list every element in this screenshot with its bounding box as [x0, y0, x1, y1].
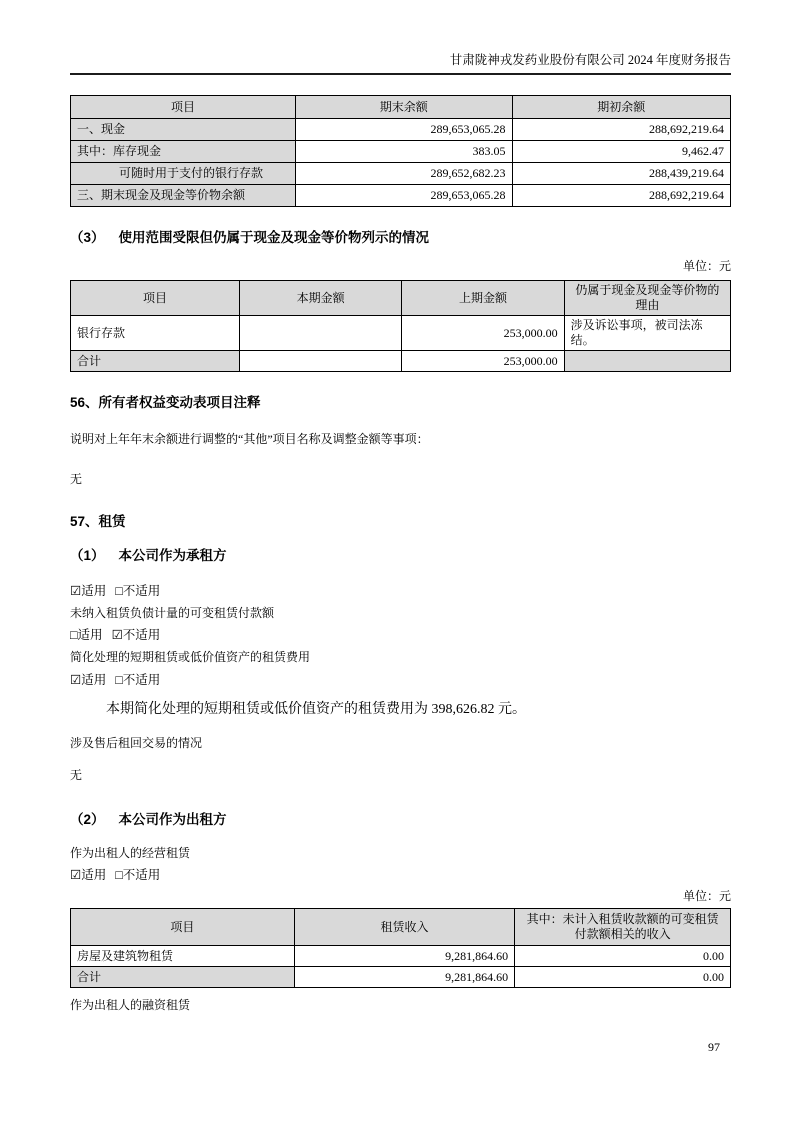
ending-value: 289,652,682.23: [296, 163, 512, 185]
table-header-row: [71, 96, 731, 119]
section-title: 租赁: [98, 514, 126, 529]
table-row: [71, 185, 731, 207]
restricted-cash-table: [70, 280, 731, 372]
prior-value: 253,000.00: [402, 351, 564, 372]
col-header-item: 项目: [71, 96, 296, 119]
table-header-row: [71, 281, 731, 316]
current-value: [239, 316, 401, 351]
table-row: [71, 163, 731, 185]
table-row-total: [71, 967, 731, 988]
income-value: 9,281,864.60: [294, 967, 514, 988]
applicability-line: [70, 673, 731, 688]
subsection-heading-lessor: [70, 811, 731, 829]
reason-value: [564, 351, 730, 372]
table-row: [71, 316, 731, 351]
applicable-checkbox: ☑适用: [70, 584, 107, 598]
section-number: 56、: [70, 395, 99, 410]
not-applicable-checkbox: ☑不适用: [111, 628, 161, 642]
col-header-beginning: 期初余额: [512, 96, 730, 119]
unit-label: 单位：元: [682, 889, 731, 903]
applicability-line: [70, 584, 731, 599]
applicable-checkbox: □适用: [70, 628, 103, 642]
section-number: 57、: [70, 514, 99, 529]
row-label: 银行存款: [71, 316, 240, 351]
equity-content: 无: [70, 472, 83, 486]
subsection-title: 本公司作为出租方: [118, 812, 227, 827]
row-label: 其中：库存现金: [71, 141, 296, 163]
leaseback-content: 无: [70, 768, 83, 782]
subsection-heading-lessee: [70, 547, 731, 565]
applicability-line: [70, 868, 731, 883]
equity-description: 说明对上年年末余额进行调整的“其他”项目名称及调整金额等事项：: [70, 432, 429, 446]
variable-value: 0.00: [515, 946, 731, 967]
col-header-item: 项目: [71, 909, 295, 946]
leaseback-label: 涉及售后租回交易的情况: [70, 736, 203, 750]
section-heading-lease: [70, 513, 731, 531]
subsection-number: （2）: [70, 812, 105, 827]
col-header-current: 本期金额: [239, 281, 401, 316]
ending-value: 289,653,065.28: [296, 119, 512, 141]
unit-label: 单位：元: [682, 259, 731, 273]
row-label: 可随时用于支付的银行存款: [71, 163, 296, 185]
variable-payments-label: 未纳入租赁负债计量的可变租赁付款额: [70, 606, 275, 620]
table-header-row: [71, 909, 731, 946]
table-row: [71, 119, 731, 141]
lease-income-table: [70, 908, 731, 988]
report-header-title: 甘肃陇神戎发药业股份有限公司 2024 年度财务报告: [449, 53, 731, 67]
header-rule: [70, 73, 731, 75]
beginning-value: 288,439,219.64: [512, 163, 730, 185]
subsection-number: （1）: [70, 548, 105, 563]
ending-value: 383.05: [296, 141, 512, 163]
finance-lease-label: 作为出租人的融资租赁: [70, 998, 191, 1012]
current-value: [239, 351, 401, 372]
income-value: 9,281,864.60: [294, 946, 514, 967]
table-row-total: [71, 351, 731, 372]
applicable-checkbox: ☑适用: [70, 673, 107, 687]
col-header-item: 项目: [71, 281, 240, 316]
variable-value: 0.00: [515, 967, 731, 988]
not-applicable-checkbox: □不适用: [115, 584, 161, 598]
not-applicable-checkbox: □不适用: [115, 868, 161, 882]
col-header-income: 租赁收入: [294, 909, 514, 946]
section-title: 所有者权益变动表项目注释: [98, 395, 261, 410]
simplified-lease-statement: 本期简化处理的短期租赁或低价值资产的租赁费用为 398,626.82 元。: [106, 702, 526, 717]
subsection-title: 本公司作为承租方: [118, 548, 227, 563]
not-applicable-checkbox: □不适用: [115, 673, 161, 687]
prior-value: 253,000.00: [402, 316, 564, 351]
row-label: 合计: [71, 967, 295, 988]
table-row: [71, 141, 731, 163]
applicability-line: [70, 628, 731, 643]
row-label: 合计: [71, 351, 240, 372]
reason-value: 涉及诉讼事项，被司法冻结。: [564, 316, 730, 351]
section-heading-equity: [70, 394, 731, 412]
col-header-variable: 其中：未计入租赁收款额的可变租赁付款额相关的收入: [515, 909, 731, 946]
operating-lease-label: 作为出租人的经营租赁: [70, 846, 191, 860]
col-header-ending: 期末余额: [296, 96, 512, 119]
table-row: [71, 946, 731, 967]
section-number: （3）: [70, 230, 105, 245]
col-header-prior: 上期金额: [402, 281, 564, 316]
row-label: 房屋及建筑物租赁: [71, 946, 295, 967]
beginning-value: 288,692,219.64: [512, 185, 730, 207]
beginning-value: 288,692,219.64: [512, 119, 730, 141]
row-label: 一、现金: [71, 119, 296, 141]
beginning-value: 9,462.47: [512, 141, 730, 163]
ending-value: 289,653,065.28: [296, 185, 512, 207]
section-heading-restricted: [70, 229, 731, 247]
simplified-lease-label: 简化处理的短期租赁或低价值资产的租赁费用: [70, 650, 311, 664]
applicable-checkbox: ☑适用: [70, 868, 107, 882]
page-number: 97: [708, 1040, 720, 1054]
section-title: 使用范围受限但仍属于现金及现金等价物列示的情况: [118, 230, 430, 245]
row-label: 三、期末现金及现金等价物余额: [71, 185, 296, 207]
col-header-reason: 仍属于现金及现金等价物的理由: [564, 281, 730, 316]
cash-equivalents-table: [70, 95, 731, 207]
